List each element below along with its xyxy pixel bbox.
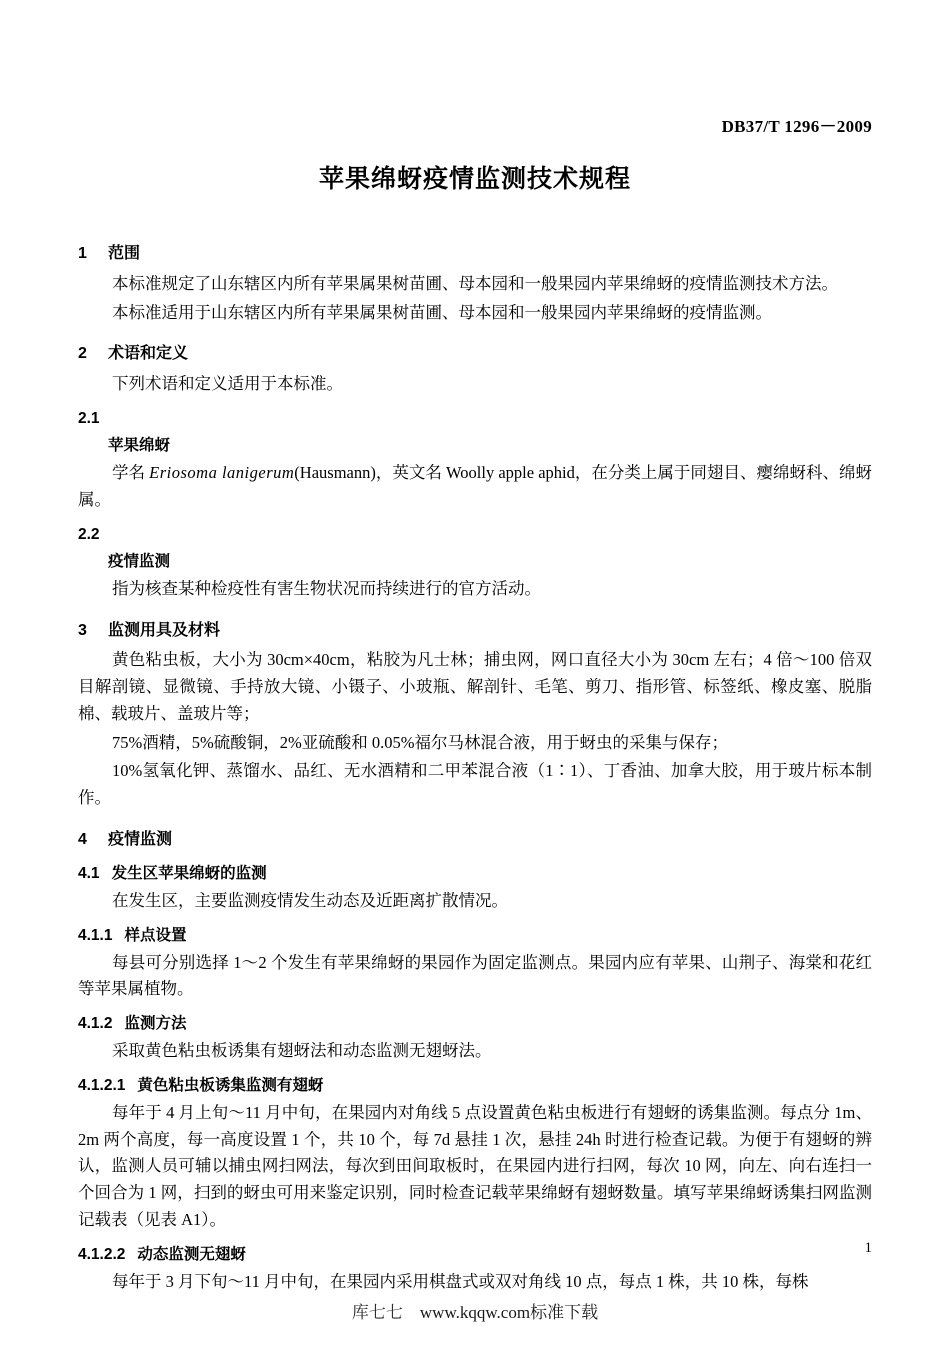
term-label-apple-woolly-aphid: 苹果绵蚜 <box>108 437 171 455</box>
standard-number: DB37/T 1296－2009 <box>721 117 872 136</box>
page-number: 1 <box>864 1240 872 1256</box>
clause-heading-4-1-1 <box>78 923 872 948</box>
paragraph: 本标准规定了山东辖区内所有苹果属果树苗圃、母本园和一般果园内苹果绵蚜的疫情监测技术方法。 <box>112 273 838 293</box>
clause-number: 1 <box>78 245 87 262</box>
clause-number: 2 <box>78 345 87 363</box>
paragraph: 10%氢氧化钾、蒸馏水、品红、无水酒精和二甲苯混合液（1∶1）、丁香油、加拿大胶，用于玻片标本制作。 <box>78 761 872 808</box>
clause-number: 2.2 <box>78 525 100 543</box>
clause-heading-4-1 <box>78 861 872 886</box>
clause-title: 范围 <box>108 245 141 262</box>
clause-number: 4.1.2.2 <box>78 1245 126 1263</box>
page-title: 苹果绵蚜疫情监测技术规程 <box>318 165 631 193</box>
paragraph: 本标准适用于山东辖区内所有苹果属果树苗圃、母本园和一般果园内苹果绵蚜的疫情监测。 <box>112 302 772 322</box>
clause-title: 疫情监测 <box>108 830 173 848</box>
footer-watermark <box>0 1298 950 1323</box>
term-definition-post: (Hausmann)，英文名 Woolly apple aphid，在分类上属于同翅目、瘿绵蚜科、绵蚜属。 <box>78 463 873 509</box>
clause-number: 3 <box>78 621 87 639</box>
latin-name: Eriosoma lanigerum <box>149 463 295 483</box>
paragraph: 下列术语和定义适用于本标准。 <box>112 374 343 394</box>
clause-number: 4.1 <box>78 864 100 882</box>
paragraph: 75%酒精，5%硫酸铜，2%亚硫酸和 0.05%福尔马林混合液，用于蚜虫的采集与保存； <box>112 732 728 752</box>
clause-number: 4.1.1 <box>78 926 113 944</box>
clause-heading-4-1-2-2 <box>78 1242 872 1267</box>
paragraph: 在发生区，主要监测疫情发生动态及近距离扩散情况。 <box>112 890 508 910</box>
clause-number: 4.1.2 <box>78 1015 113 1033</box>
clause-heading-2 <box>78 341 872 367</box>
clause-title: 监测方法 <box>124 1015 187 1033</box>
clause-number: 4 <box>78 830 87 848</box>
clause-number: 2.1 <box>78 409 100 427</box>
clause-number: 4.1.2.1 <box>78 1076 126 1094</box>
clause-title: 黄色粘虫板诱集监测有翅蚜 <box>137 1076 324 1094</box>
clause-title: 样点设置 <box>124 926 187 944</box>
paragraph: 每县可分别选择 1～2 个发生有苹果绵蚜的果园作为固定监测点。果园内应有苹果、山荆子、海棠和花红等苹果属植物。 <box>78 952 872 999</box>
clause-heading-4-1-2-1 <box>78 1073 872 1098</box>
paragraph: 采取黄色粘虫板诱集有翅蚜法和动态监测无翅蚜法。 <box>112 1041 492 1061</box>
clause-title: 发生区苹果绵蚜的监测 <box>111 864 267 882</box>
paragraph: 指为核查某种检疫性有害生物状况而持续进行的官方活动。 <box>112 578 541 598</box>
paragraph: 每年于 3 月下旬～11 月中旬，在果园内采用棋盘式或双对角线 10 点，每点 1 株，共 10 株，每株 <box>112 1271 809 1291</box>
document-body <box>78 241 872 1295</box>
paragraph: 黄色粘虫板，大小为 30cm×40cm，粘胶为凡士林；捕虫网，网口直径大小为 30cm 左右；4 倍～100 倍双目解剖镜、显微镜、手持放大镜、小镊子、小玻瓶、解剖针、毛笔、剪刀、指形管、标签纸、橡皮塞、脱脂棉、载玻片、盖玻片等； <box>78 650 872 723</box>
term-definition-pre: 学名 <box>112 463 150 483</box>
clause-title: 术语和定义 <box>108 345 189 363</box>
clause-heading-1 <box>78 241 872 267</box>
clause-heading-4-1-2 <box>78 1011 872 1036</box>
clause-heading-2-1 <box>78 406 872 431</box>
footer-site: www.kqqw.com标准下载 <box>419 1303 599 1322</box>
clause-heading-3 <box>78 618 872 644</box>
paragraph-term-definition <box>78 460 872 513</box>
term-label-epidemic-monitoring: 疫情监测 <box>108 552 171 570</box>
paragraph: 每年于 4 月上旬～11 月中旬，在果园内对角线 5 点设置黄色粘虫板进行有翅蚜的诱集监测。每点分 1m、2m 两个高度，每一高度设置 1 个，共 10 个，每 7d 悬挂 1 次，悬挂 24h 时进行检查记载。为便于有翅蚜的辨认，监测人员可辅以捕虫网扫网法，每次到田间取板时，在果园内进行扫网，每次 10 网，向左、向右连扫一个回合为 1 网，扫到的蚜虫可用来鉴定识别，同时检查记载苹果绵蚜有翅蚜数量。填写苹果绵蚜诱集扫网监测记载表（见表 A1）。 <box>78 1103 872 1229</box>
footer-brand: 库七七 <box>351 1303 403 1322</box>
clause-heading-2-2 <box>78 522 872 547</box>
clause-heading-4 <box>78 827 872 853</box>
clause-title: 动态监测无翅蚜 <box>137 1245 246 1263</box>
clause-title: 监测用具及材料 <box>108 621 221 639</box>
